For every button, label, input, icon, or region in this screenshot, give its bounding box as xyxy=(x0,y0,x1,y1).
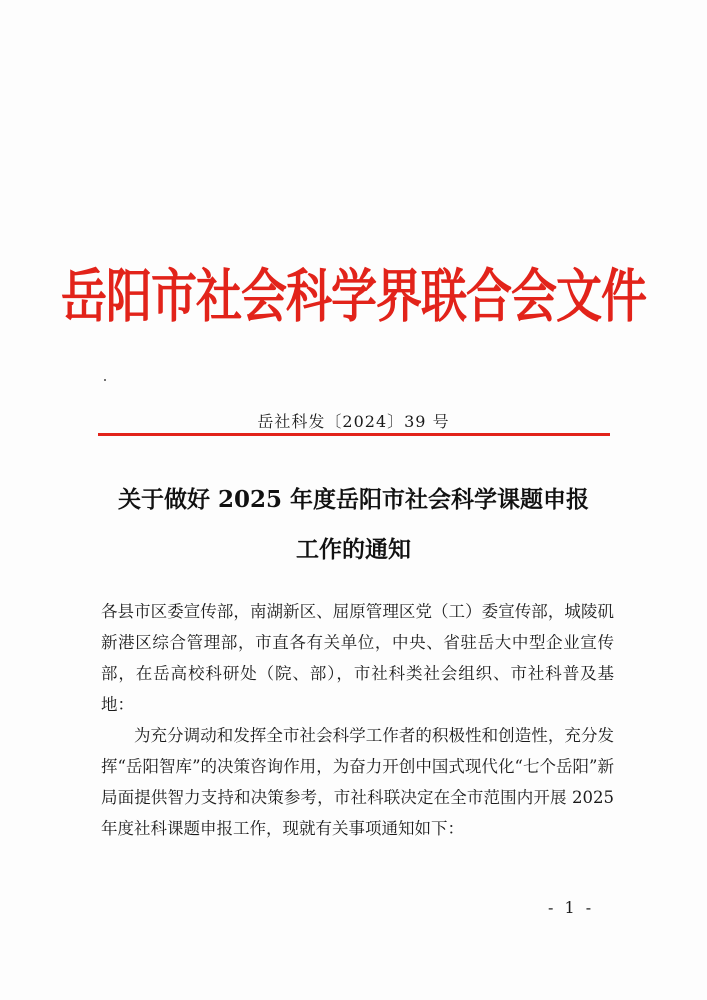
salutation-paragraph: 各县市区委宣传部，南湖新区、屈原管理区党（工）委宣传部，城陵矶新港区综合管理部，市直各有关单位，中央、省驻岳大中型企业宣传部，在岳高校科研处（院、部），市社科类社会组织、市社科普及基地： xyxy=(101,602,614,714)
notice-title-line-1: 关于做好 2025 年度岳阳市社会科学课题申报 xyxy=(117,486,590,513)
stray-dot xyxy=(104,379,106,381)
document-number: 岳社科发〔2024〕39 号 xyxy=(257,412,450,431)
issuer-masthead: 岳阳市社会科学界联合会文件 xyxy=(61,262,646,330)
notice-title-line-2: 工作的通知 xyxy=(296,536,411,563)
page-number: - 1 - xyxy=(548,898,595,917)
red-separator-line xyxy=(98,433,610,436)
body-paragraph-1: 为充分调动和发挥全市社会科学工作者的积极性和创造性，充分发挥“岳阳智库”的决策咨询作用，为奋力开创中国式现代化“七个岳阳”新局面提供智力支持和决策参考，市社科联决定在全市范围内开展 2025 年度社科课题申报工作，现就有关事项通知如下： xyxy=(101,726,614,838)
